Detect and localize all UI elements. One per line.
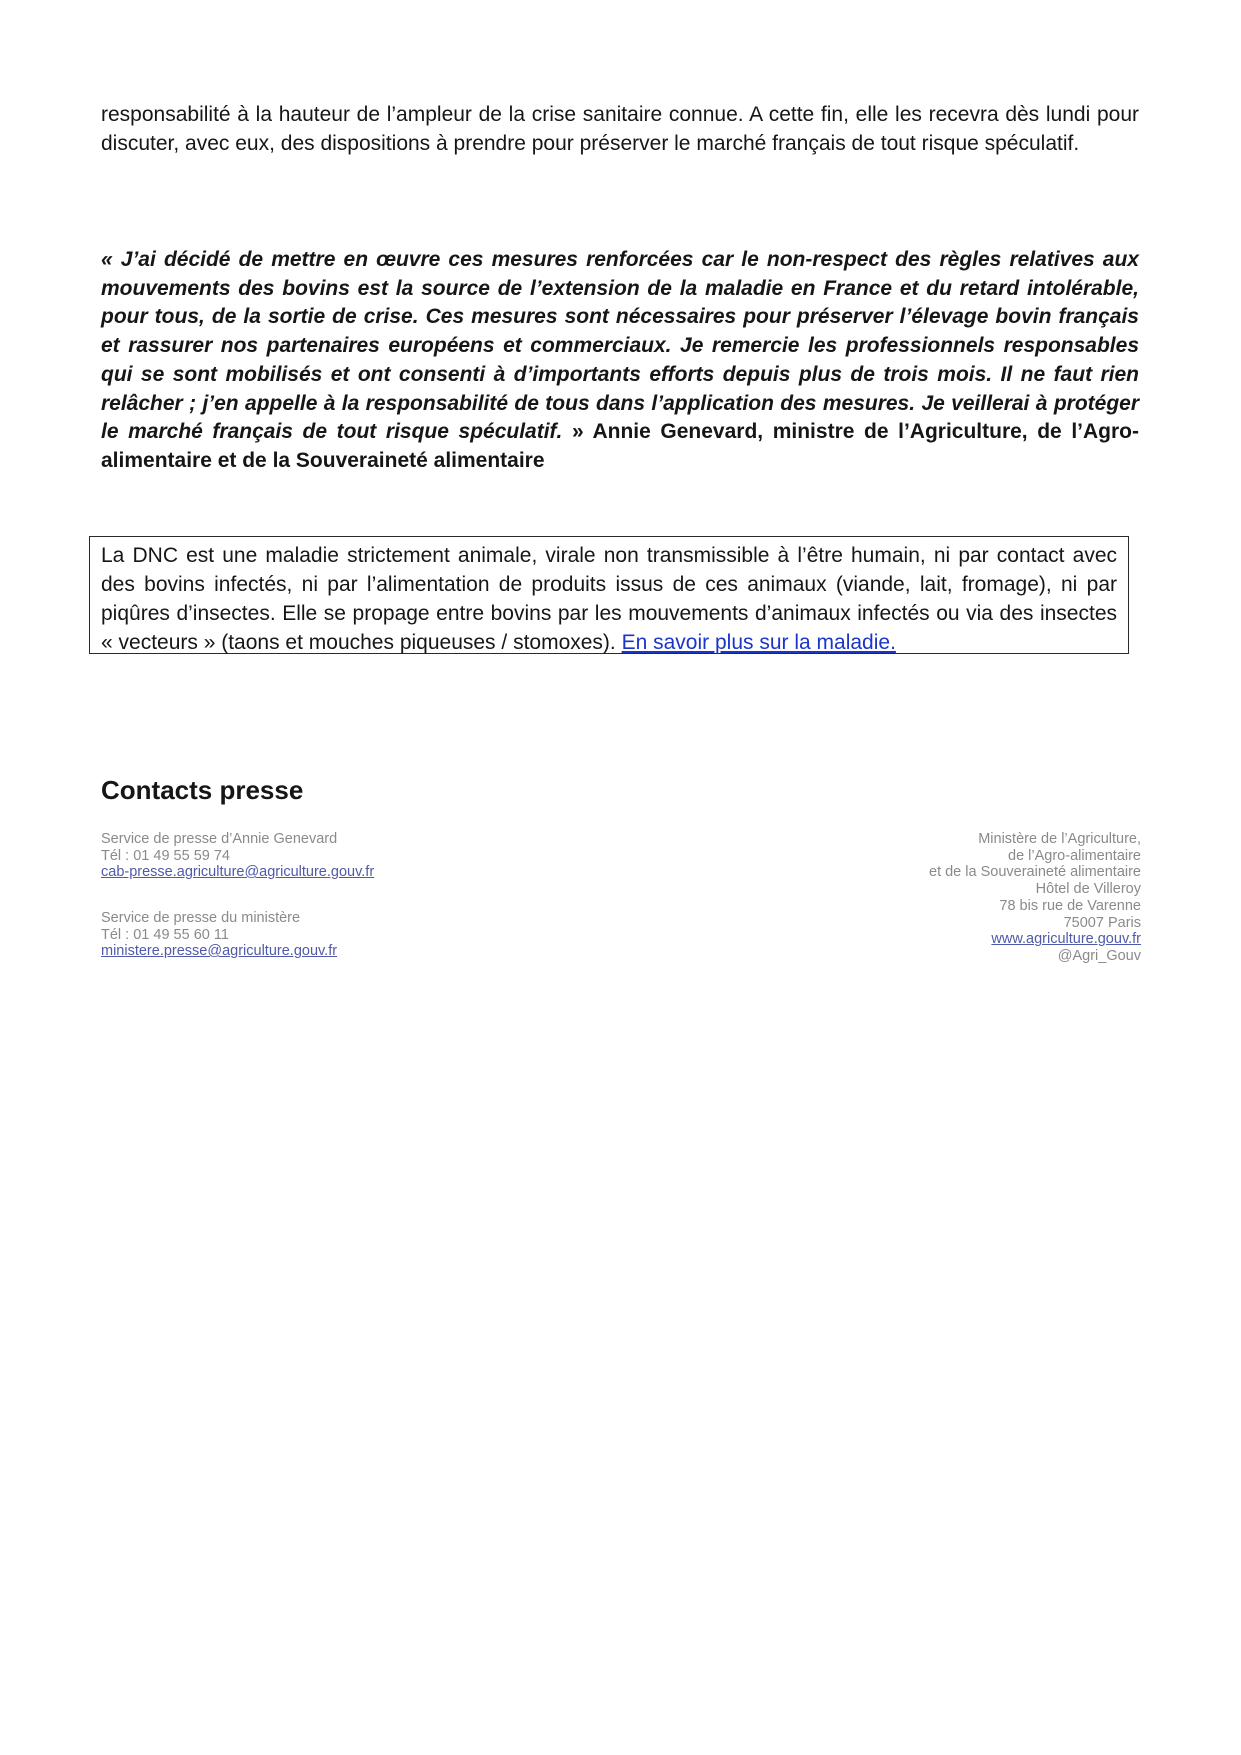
address-line: 75007 Paris	[1063, 914, 1141, 931]
press-contact-ministry	[101, 910, 337, 960]
address-line: Hôtel de Villeroy	[1035, 881, 1141, 898]
intro-paragraph: responsabilité à la hauteur de l’ampleur de la crise sanitaire connue. A cette fin, elle les recevra dès lundi pour discuter, avec eux, des dispositions à prendre pour préserver le marché français de tout risque spéculatif.	[101, 103, 1139, 155]
disease-info-link[interactable]: En savoir plus sur la maladie.	[621, 631, 896, 654]
address-line: de l’Agro-alimentaire	[1008, 847, 1141, 864]
press-contact-minister	[101, 831, 374, 881]
contact-name: Service de presse du ministère	[101, 910, 301, 926]
contact-email-link[interactable]: ministere.presse@agriculture.gouv.fr	[101, 943, 338, 959]
address-line: 78 bis rue de Varenne	[999, 897, 1141, 914]
contacts-title: Contacts presse	[101, 775, 304, 805]
contact-email-link[interactable]: cab-presse.agriculture@agriculture.gouv.fr	[101, 864, 375, 880]
minister-quote	[101, 246, 1139, 476]
contact-phone: Tél : 01 49 55 59 74	[101, 847, 230, 864]
website-link[interactable]: www.agriculture.gouv.fr	[991, 931, 1141, 948]
quote-attribution: » Annie Genevard, ministre de l’Agriculture, de l’Agro-alimentaire et de la Souveraineté alimentaire	[101, 420, 1139, 472]
contact-phone: Tél : 01 49 55 60 11	[101, 926, 229, 943]
social-handle: @Agri_Gouv	[1057, 947, 1141, 964]
contact-name: Service de presse d’Annie Genevard	[101, 831, 338, 847]
quote-text: « J’ai décidé de mettre en œuvre ces mesures renforcées car le non-respect des règles relatives aux mouvements des bovins est la source de l’extension de la maladie en France et du retard intolérable, pour tous, de la sortie de crise. Ces mesures sont nécessaires pour préserver l’élevage bovin français et rassurer nos partenaires européens et commerciaux. Je remercie les professionnels responsables qui se sont mobilisés et ont consenti à d’importants efforts depuis plus de trois mois. Il ne faut rien relâcher ; j’en appelle à la responsabilité de tous dans l’application des mesures. Je veillerai à protéger le marché français de tout risque spéculatif.	[101, 248, 1139, 444]
address-line: Ministère de l’Agriculture,	[978, 831, 1141, 847]
dnc-info-box	[89, 536, 1129, 654]
ministry-address	[929, 831, 1141, 965]
dnc-info-text: La DNC est une maladie strictement animale, virale non transmissible à l’être humain, ni par contact avec des bovins infectés, ni par l’alimentation de produits issus de ces animaux (viande, lait, fromage), ni par piqûres d’insectes. Elle se propage entre bovins par les mouvements d’animaux infectés ou via des insectes « vecteurs » (taons et mouches piqueuses / stomoxes).	[101, 544, 1117, 654]
address-line: et de la Souveraineté alimentaire	[929, 864, 1141, 881]
